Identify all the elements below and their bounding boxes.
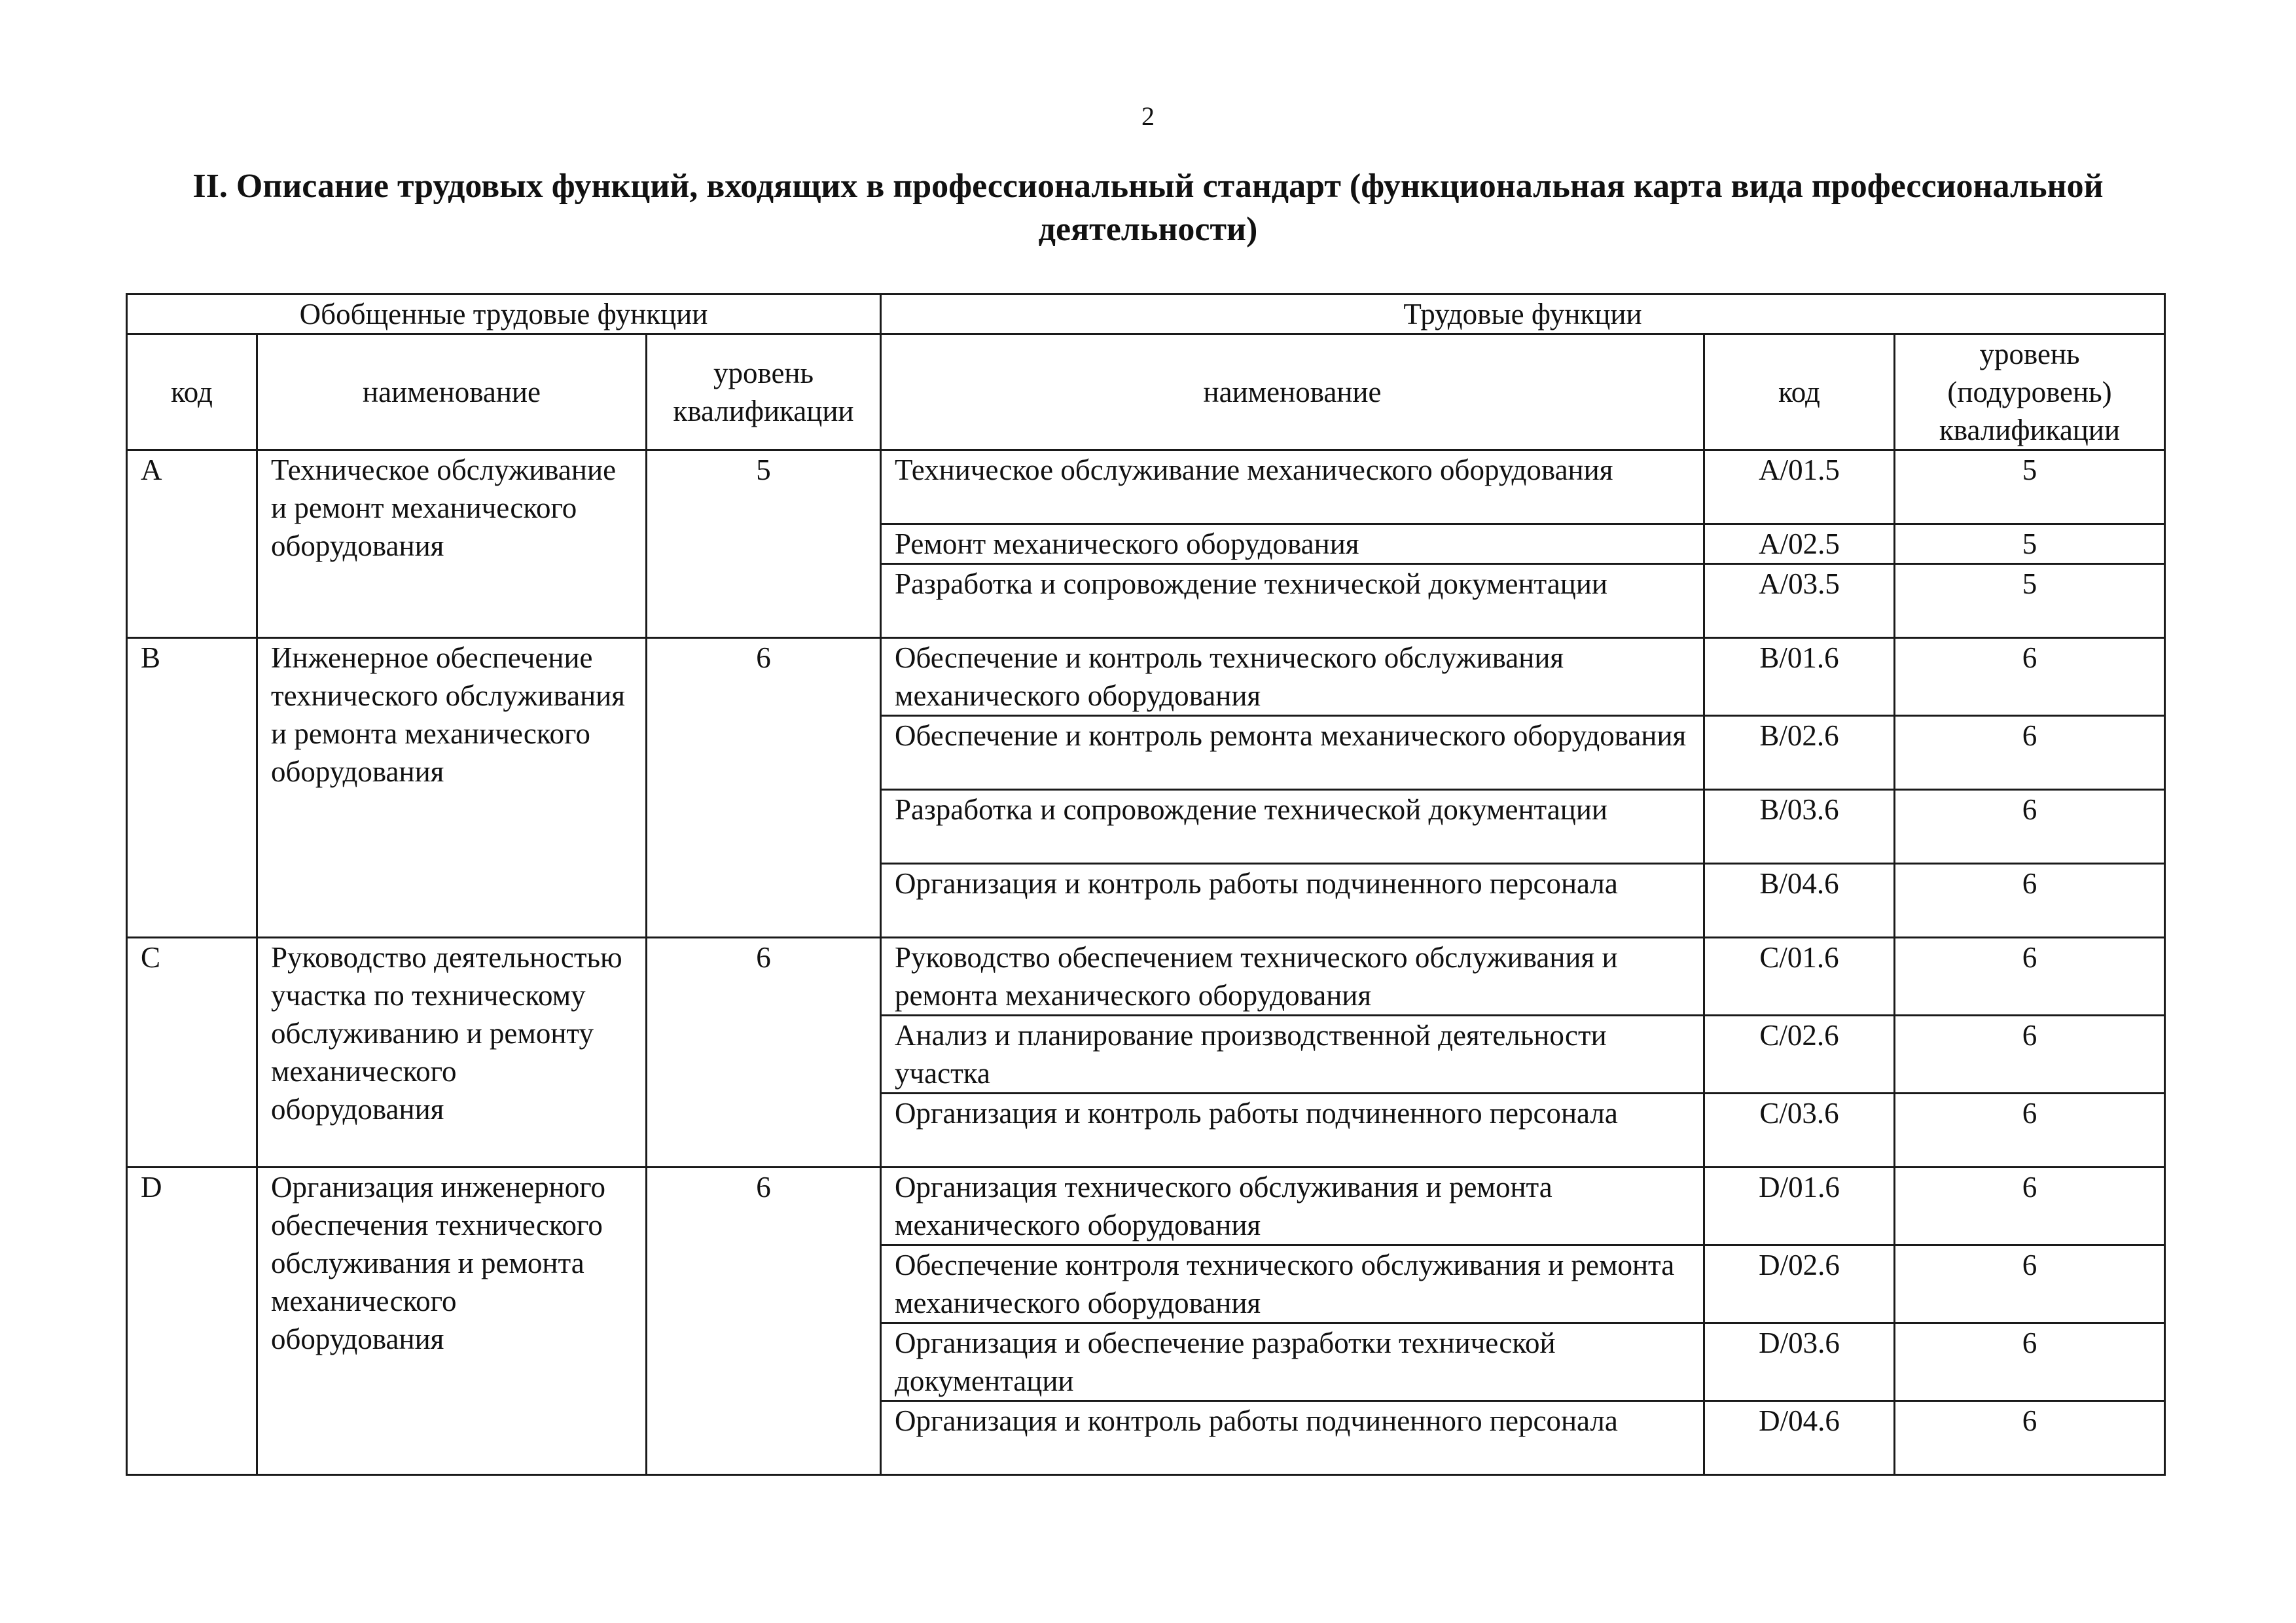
- function-name: Организация и контроль работы подчиненного персонала: [881, 1401, 1704, 1475]
- function-level: 6: [1895, 1094, 2165, 1168]
- function-level: 5: [1895, 524, 2165, 564]
- table-row: [127, 1168, 2165, 1245]
- function-level: 5: [1895, 450, 2165, 524]
- function-name: Организация и контроль работы подчиненного персонала: [881, 1094, 1704, 1168]
- function-name: Руководство обеспечением технического обслуживания и ремонта механического оборудования: [881, 938, 1704, 1016]
- header-gen-code: код: [127, 334, 257, 450]
- function-code: A/03.5: [1704, 564, 1895, 638]
- function-level: 6: [1895, 1401, 2165, 1475]
- function-code: C/03.6: [1704, 1094, 1895, 1168]
- group-level: 5: [647, 450, 881, 638]
- function-level: 6: [1895, 1323, 2165, 1401]
- function-name: Разработка и сопровождение технической документации: [881, 564, 1704, 638]
- section-title: II. Описание трудовых функций, входящих в профессиональный стандарт (функциональная карта вида профессиональной деятельности): [192, 168, 2104, 248]
- header-row-group: [127, 294, 2165, 334]
- function-name: Техническое обслуживание механического оборудования: [881, 450, 1704, 524]
- header-tf-code: код: [1704, 334, 1895, 450]
- table-row: [127, 938, 2165, 1016]
- group-name: Инженерное обеспечение технического обслуживания и ремонта механического оборудования: [257, 638, 647, 938]
- group-code: C: [127, 938, 257, 1168]
- function-name: Организация и обеспечение разработки технической документации: [881, 1323, 1704, 1401]
- header-gen-level: уровень квалификации: [647, 334, 881, 450]
- group-code: A: [127, 450, 257, 638]
- function-code: D/02.6: [1704, 1245, 1895, 1323]
- function-name: Обеспечение и контроль технического обслуживания механического оборудования: [881, 638, 1704, 716]
- group-code: B: [127, 638, 257, 938]
- header-labor-functions: Трудовые функции: [881, 294, 2165, 334]
- function-level: 6: [1895, 716, 2165, 790]
- header-tf-level: уровень (подуровень) квалификации: [1895, 334, 2165, 450]
- function-name: Разработка и сопровождение технической документации: [881, 790, 1704, 864]
- function-code: C/02.6: [1704, 1016, 1895, 1094]
- group-name: Руководство деятельностью участка по техническому обслуживанию и ремонту механического оборудования: [257, 938, 647, 1168]
- function-code: A/01.5: [1704, 450, 1895, 524]
- function-level: 5: [1895, 564, 2165, 638]
- page-number: 2: [1141, 101, 1155, 131]
- function-code: D/04.6: [1704, 1401, 1895, 1475]
- function-level: 6: [1895, 938, 2165, 1016]
- function-code: D/03.6: [1704, 1323, 1895, 1401]
- group-level: 6: [647, 938, 881, 1168]
- function-level: 6: [1895, 790, 2165, 864]
- function-name: Организация технического обслуживания и ремонта механического оборудования: [881, 1168, 1704, 1245]
- function-code: B/02.6: [1704, 716, 1895, 790]
- function-code: C/01.6: [1704, 938, 1895, 1016]
- function-level: 6: [1895, 1016, 2165, 1094]
- group-name: Техническое обслуживание и ремонт механического оборудования: [257, 450, 647, 638]
- group-level: 6: [647, 638, 881, 938]
- function-code: B/03.6: [1704, 790, 1895, 864]
- function-name: Обеспечение контроля технического обслуживания и ремонта механического оборудования: [881, 1245, 1704, 1323]
- group-code: D: [127, 1168, 257, 1475]
- header-generalized-functions: Обобщенные трудовые функции: [127, 294, 881, 334]
- function-code: B/01.6: [1704, 638, 1895, 716]
- function-code: B/04.6: [1704, 864, 1895, 938]
- function-level: 6: [1895, 1245, 2165, 1323]
- function-name: Организация и контроль работы подчиненного персонала: [881, 864, 1704, 938]
- functional-map-table: [126, 293, 2166, 1476]
- function-level: 6: [1895, 1168, 2165, 1245]
- group-name: Организация инженерного обеспечения технического обслуживания и ремонта механического оборудования: [257, 1168, 647, 1475]
- function-code: A/02.5: [1704, 524, 1895, 564]
- table-row: [127, 638, 2165, 716]
- group-level: 6: [647, 1168, 881, 1475]
- header-row-columns: [127, 334, 2165, 450]
- function-level: 6: [1895, 864, 2165, 938]
- function-name: Ремонт механического оборудования: [881, 524, 1704, 564]
- header-tf-name: наименование: [881, 334, 1704, 450]
- function-level: 6: [1895, 638, 2165, 716]
- header-gen-name: наименование: [257, 334, 647, 450]
- table-row: [127, 450, 2165, 524]
- function-name: Обеспечение и контроль ремонта механического оборудования: [881, 716, 1704, 790]
- function-code: D/01.6: [1704, 1168, 1895, 1245]
- function-name: Анализ и планирование производственной деятельности участка: [881, 1016, 1704, 1094]
